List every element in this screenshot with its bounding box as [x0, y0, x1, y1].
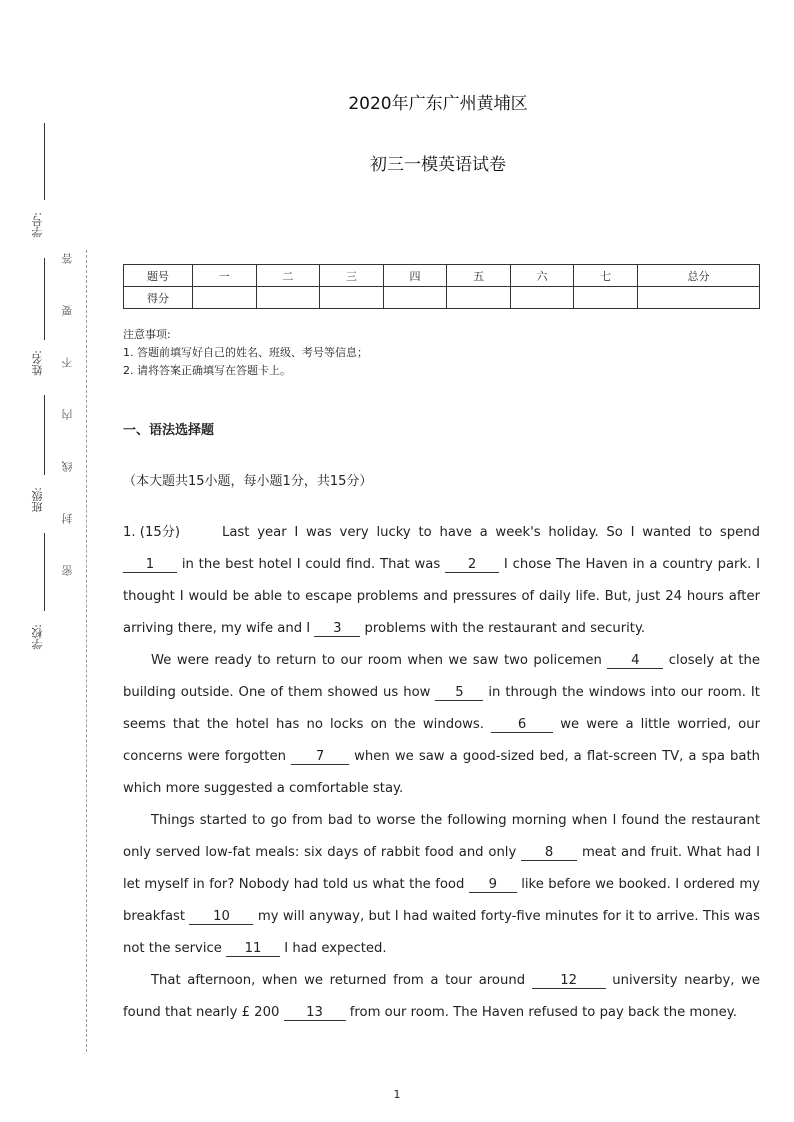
- blank-2[interactable]: 2: [445, 557, 499, 573]
- text: my will anyway, but I had waited forty-five minutes for it to arrive. This was not the service: [123, 909, 761, 956]
- text: when we saw a good-sized bed, a flat-screen TV, a spa bath which more suggested a comfortable stay.: [123, 749, 760, 796]
- seal-char: 答: [61, 252, 74, 264]
- seal-char: 内: [61, 408, 74, 420]
- table-cell: 总分: [638, 265, 760, 287]
- table-cell: 二: [256, 265, 320, 287]
- blank-9[interactable]: 9: [469, 877, 517, 893]
- text: like before we booked. I ordered my breakfast: [123, 877, 760, 924]
- blank-13[interactable]: 13: [284, 1005, 346, 1021]
- section-subtitle: （本大题共15小题，每小题1分，共15分）: [123, 474, 373, 489]
- blank-7[interactable]: 7: [291, 749, 349, 765]
- text: Last year I was very lucky to have a week's holiday. So I wanted to spend: [222, 525, 760, 540]
- blank-5[interactable]: 5: [435, 685, 483, 701]
- text: I had expected.: [280, 941, 387, 956]
- question-number: 1.: [123, 525, 136, 540]
- text: That afternoon, when we returned from a tour around: [151, 973, 532, 988]
- name-label: 姓名:: [31, 350, 44, 376]
- paragraph: [123, 517, 760, 645]
- blank-4[interactable]: 4: [607, 653, 663, 669]
- binding-dashed-line: [86, 250, 87, 1052]
- notes-item: 2. 请将答案正确填写在答题卡上。: [123, 364, 291, 377]
- score-input-cell[interactable]: [256, 287, 320, 309]
- seal-char: 线: [61, 460, 74, 472]
- text: problems with the restaurant and security.: [360, 621, 646, 636]
- question-points: (15分): [139, 525, 181, 540]
- text: in the best hotel I could find. That was: [177, 557, 446, 572]
- name-line: [44, 258, 45, 340]
- table-cell: 得分: [124, 287, 193, 309]
- text: meat and fruit. What had I let myself in for? Nobody had told us what the food: [123, 845, 760, 892]
- table-cell: 一: [193, 265, 257, 287]
- blank-3[interactable]: 3: [314, 621, 360, 637]
- score-input-cell[interactable]: [510, 287, 574, 309]
- table-cell: 题号: [124, 265, 193, 287]
- blank-11[interactable]: 11: [226, 941, 280, 957]
- score-table: [123, 264, 760, 309]
- text: university nearby, we found that nearly £ 200: [123, 973, 760, 1020]
- question-header: [123, 517, 222, 549]
- student-no-label: 学号:: [31, 212, 44, 238]
- paragraph: [123, 805, 760, 965]
- table-cell: 六: [510, 265, 574, 287]
- page-title: 2020年广东广州黄埔区: [348, 94, 528, 114]
- notes-block: [123, 326, 368, 380]
- text: in through the windows into our room. It seems that the hotel has no locks on the windows.: [123, 685, 760, 732]
- table-cell: 五: [447, 265, 511, 287]
- notes-item: 1. 答题前填写好自己的姓名、班级、考号等信息；: [123, 346, 368, 359]
- passage: [123, 517, 760, 1029]
- seal-char: 密: [61, 564, 74, 576]
- text: I chose The Haven in a country park. I thought I would be able to escape problems and pressures of daily life. But, just 24 hours after arriving there, my wife and I: [123, 557, 760, 636]
- section-title: 一、语法选择题: [123, 423, 215, 438]
- class-label: 班级:: [31, 487, 44, 513]
- school-line: [44, 533, 45, 611]
- table-cell: 三: [320, 265, 384, 287]
- page-number: 1: [393, 1088, 401, 1101]
- table-row: [124, 287, 760, 309]
- seal-char: 要: [61, 304, 74, 316]
- table-cell: 七: [574, 265, 638, 287]
- text: Things started to go from bad to worse the following morning when I found the restaurant only served low-fat meals: six days of rabbit food and only: [123, 813, 760, 860]
- score-input-cell[interactable]: [383, 287, 447, 309]
- score-input-cell[interactable]: [574, 287, 638, 309]
- text: We were ready to return to our room when we saw two policemen: [151, 653, 608, 668]
- blank-8[interactable]: 8: [521, 845, 577, 861]
- blank-1[interactable]: 1: [123, 557, 177, 573]
- page-subtitle: 初三一模英语试卷: [370, 155, 506, 175]
- score-input-cell[interactable]: [320, 287, 384, 309]
- paragraph: [123, 965, 760, 1029]
- seal-char: 封: [61, 512, 74, 524]
- table-cell: 四: [383, 265, 447, 287]
- class-line: [44, 395, 45, 475]
- school-label: 学校:: [31, 624, 44, 650]
- score-input-cell[interactable]: [638, 287, 760, 309]
- text: from our room. The Haven refused to pay back the money.: [345, 1005, 737, 1020]
- paragraph: [123, 645, 760, 805]
- score-input-cell[interactable]: [193, 287, 257, 309]
- blank-10[interactable]: 10: [189, 909, 253, 925]
- seal-char: 不: [61, 356, 74, 368]
- text: we were a little worried, our concerns were forgotten: [123, 717, 760, 764]
- blank-12[interactable]: 12: [532, 973, 606, 989]
- blank-6[interactable]: 6: [491, 717, 553, 733]
- score-input-cell[interactable]: [447, 287, 511, 309]
- notes-heading: 注意事项:: [123, 328, 171, 341]
- text: closely at the building outside. One of them showed us how: [123, 653, 760, 700]
- table-row: [124, 265, 760, 287]
